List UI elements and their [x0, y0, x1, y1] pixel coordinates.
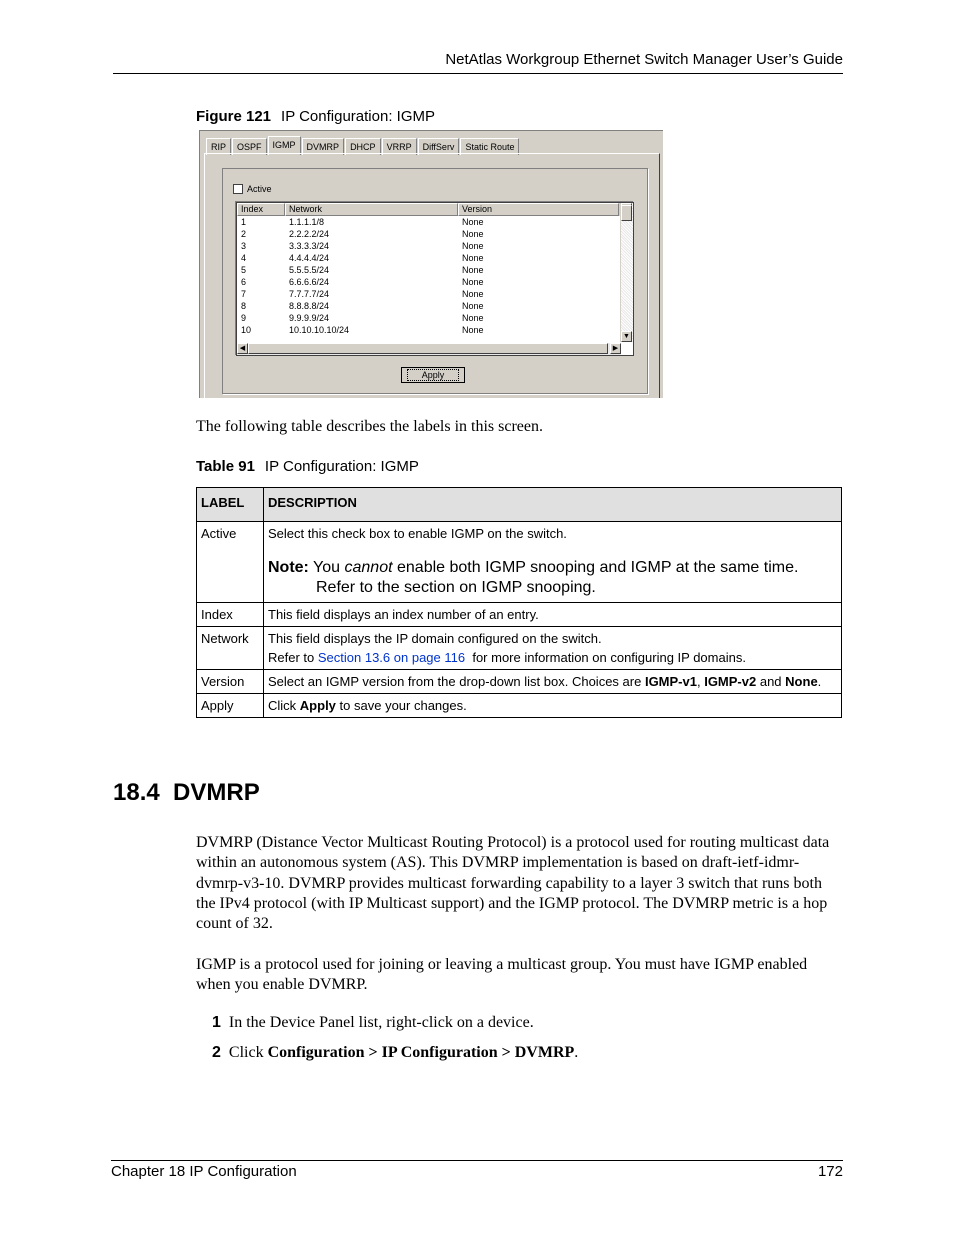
step-number: 2 [212, 1044, 221, 1061]
tab-rip[interactable]: RIP [206, 138, 231, 155]
row-desc-network [264, 627, 842, 670]
table-header-row [197, 488, 842, 522]
header-description: DESCRIPTION [264, 488, 842, 522]
cell-index: 10 [241, 325, 252, 335]
page-header [113, 51, 843, 74]
option-igmp-v2: IGMP-v2 [704, 674, 757, 689]
refer-post: for more information on configuring IP domains. [472, 650, 746, 665]
cell-network: 6.6.6.6/24 [289, 277, 330, 287]
refer-pre: Refer to [268, 650, 315, 665]
row-label-apply: Apply [197, 694, 264, 718]
hscroll-thumb[interactable] [248, 343, 608, 354]
table-row[interactable] [237, 252, 633, 264]
section-heading: 18.4 DVMRP [113, 779, 260, 806]
row-desc-version: Select an IGMP version from the drop-down list box. Choices are IGMP-v1, IGMP-v2 and None. [264, 670, 842, 694]
horizontal-scrollbar[interactable] [237, 343, 621, 355]
scroll-down-arrow-icon[interactable]: ▼ [621, 331, 632, 342]
table-row [197, 627, 842, 670]
row-desc-apply [264, 694, 842, 718]
igmp-paragraph: IGMP is a protocol used for joining or leaving a multicast group. You must have IGMP enabled when you enable DVMRP. [196, 956, 808, 994]
cell-index: 4 [241, 253, 247, 263]
header-title: NetAtlas Workgroup Ethernet Switch Manager User’s Guide [445, 51, 843, 68]
column-header-version[interactable]: Version [458, 203, 619, 216]
apply-post: to save your changes. [339, 698, 467, 713]
cell-version: None [462, 253, 484, 263]
list-rows [237, 216, 633, 336]
tab-vrrp[interactable]: VRRP [382, 138, 417, 155]
igmp-panel [204, 153, 660, 398]
apply-button-label: Apply [407, 369, 460, 381]
column-header-index[interactable]: Index [237, 203, 285, 216]
cell-index: 7 [241, 289, 247, 299]
step-1 [212, 1014, 534, 1032]
cell-version: None [462, 301, 484, 311]
tab-dhcp[interactable]: DHCP [345, 138, 381, 155]
cell-network: 9.9.9.9/24 [289, 313, 330, 323]
column-header-network[interactable]: Network [285, 203, 458, 216]
active-desc-text: Select this check box to enable IGMP on the switch. [268, 526, 567, 541]
row-label-index: Index [197, 603, 264, 627]
tab-static-route[interactable]: Static Route [460, 138, 519, 155]
scroll-right-arrow-icon[interactable]: ▶ [610, 343, 621, 354]
cell-network: 2.2.2.2/24 [289, 229, 330, 239]
cell-index: 2 [241, 229, 247, 239]
apply-button[interactable] [401, 367, 465, 383]
header-label: LABEL [197, 488, 264, 522]
cell-version: None [462, 313, 484, 323]
intro-text: The following table describes the labels in this screen. [196, 418, 544, 435]
tab-dvmrp[interactable]: DVMRP [302, 138, 345, 155]
scroll-left-arrow-icon[interactable]: ◀ [237, 343, 248, 354]
cell-network: 7.7.7.7/24 [289, 289, 330, 299]
cell-index: 3 [241, 241, 247, 251]
note-emphasis: cannot [344, 559, 393, 576]
note-block [268, 558, 837, 598]
page-footer [111, 1160, 843, 1183]
table-row [197, 522, 842, 603]
cell-version: None [462, 325, 484, 335]
cell-network: 8.8.8.8/24 [289, 301, 330, 311]
row-label-version: Version [197, 670, 264, 694]
table-label: Table 91 [196, 458, 255, 475]
cell-network: 3.3.3.3/24 [289, 241, 330, 251]
cell-network: 5.5.5.5/24 [289, 265, 330, 275]
tab-igmp[interactable]: IGMP [268, 136, 301, 155]
igmp-group-box [222, 168, 648, 394]
footer-chapter: Chapter 18 IP Configuration [111, 1163, 297, 1180]
table-row[interactable] [237, 312, 633, 324]
step-text: In the Device Panel list, right-click on a device. [228, 1014, 534, 1031]
table-row[interactable] [237, 228, 633, 240]
cell-network: 10.10.10.10/24 [289, 325, 350, 335]
labels-table [196, 487, 842, 718]
cell-version: None [462, 217, 484, 227]
cell-version: None [462, 241, 484, 251]
table-row [197, 670, 842, 694]
cell-index: 1 [241, 217, 247, 227]
cell-index: 5 [241, 265, 247, 275]
checkbox-box[interactable] [233, 184, 243, 194]
note-line2: Refer to the section on IGMP snooping. [316, 579, 596, 596]
table-row[interactable] [237, 216, 633, 228]
cell-version: None [462, 265, 484, 275]
step-number: 1 [212, 1014, 221, 1031]
igmp-list[interactable] [236, 202, 634, 356]
cell-version: None [462, 277, 484, 287]
cell-index: 8 [241, 301, 247, 311]
version-desc-pre: Select an IGMP version from the drop-down list box. Choices are [268, 674, 642, 689]
table-row[interactable] [237, 240, 633, 252]
table-row[interactable] [237, 324, 633, 336]
step-2: 2 Click Configuration > IP Configuration > DVMRP. [212, 1044, 579, 1061]
section-link[interactable]: Section 13.6 on page 116 [317, 650, 466, 665]
table-caption [196, 458, 419, 475]
version-and: and [759, 674, 782, 689]
cell-network: 1.1.1.1/8 [289, 217, 325, 227]
cell-network: 4.4.4.4/24 [289, 253, 330, 263]
igmp-screenshot [199, 130, 663, 398]
table-row[interactable] [237, 264, 633, 276]
row-desc-active [264, 522, 842, 603]
option-none: None [785, 674, 818, 689]
note-post: enable both IGMP snooping and IGMP at the same time. [397, 559, 799, 576]
figure-label: Figure 121 [196, 108, 272, 125]
tab-strip [206, 136, 520, 154]
cell-index: 6 [241, 277, 247, 287]
step-text: Click [228, 1044, 264, 1061]
table-row[interactable] [237, 300, 633, 312]
cell-version: None [462, 289, 484, 299]
active-checkbox-label: Active [247, 184, 272, 194]
tab-ospf[interactable]: OSPF [232, 138, 267, 155]
network-desc-text: This field displays the IP domain configured on the switch. [268, 631, 602, 646]
cell-index: 9 [241, 313, 247, 323]
table-title: IP Configuration: IGMP [264, 458, 419, 475]
figure-title: IP Configuration: IGMP [281, 108, 435, 125]
cell-version: None [462, 229, 484, 239]
note-pre: You [313, 559, 341, 576]
row-label-active: Active [197, 522, 264, 603]
active-checkbox[interactable] [233, 184, 272, 194]
table-row[interactable] [237, 288, 633, 300]
table-row[interactable] [237, 276, 633, 288]
figure-caption [196, 108, 435, 125]
apply-bold: Apply [299, 698, 336, 713]
table-row [197, 694, 842, 718]
dvmrp-paragraph: DVMRP (Distance Vector Multicast Routing Protocol) is a protocol used for routing multicast data within an autonomous system (AS). This DVMRP implementation is based on draft-ietf-idmr-dvmrp-v3-10. DVMRP provides multicast forwarding capability to a layer 3 switch that runs both the IPv4 protocol (with IP Multicast support) and the IGMP protocol. The DVMRP metric is a hop count of 32. [196, 834, 830, 933]
row-desc-index: This field displays an index number of an entry. [264, 603, 842, 627]
tab-diffserv[interactable]: DiffServ [418, 138, 460, 155]
row-label-network: Network [197, 627, 264, 670]
menu-path: Configuration > IP Configuration > DVMRP [267, 1044, 575, 1061]
apply-pre: Click [268, 698, 297, 713]
option-igmp-v1: IGMP-v1 [644, 674, 697, 689]
scroll-thumb-body[interactable] [621, 205, 632, 221]
note-word: Note: [268, 559, 309, 576]
vertical-scrollbar[interactable] [620, 203, 633, 342]
list-header [237, 203, 633, 216]
table-row [197, 603, 842, 627]
page-number: 172 [817, 1163, 843, 1180]
